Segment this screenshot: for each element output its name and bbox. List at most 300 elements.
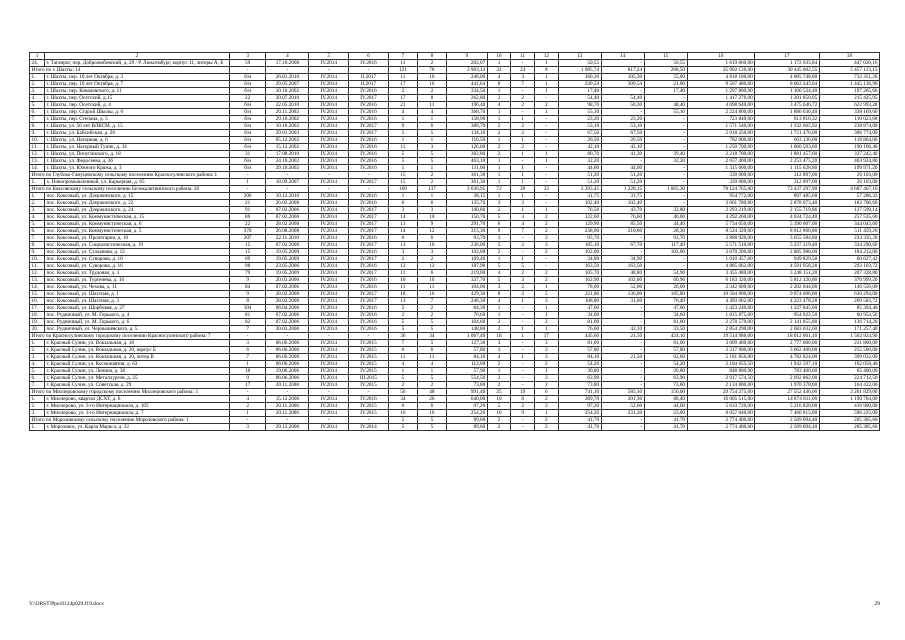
table-cell: -: [349, 389, 389, 396]
table-cell: 18 012 061,10: [755, 333, 819, 340]
table-cell: 54,20: [558, 361, 601, 368]
table-cell: -: [601, 417, 644, 424]
table-cell: -: [534, 200, 558, 207]
table-cell: 4: [487, 102, 511, 109]
table-cell: -: [644, 144, 687, 151]
table-cell: 19.06.2006: [266, 368, 309, 375]
table-cell: -: [601, 382, 644, 389]
table-cell: 20.: [30, 326, 45, 333]
table-cell: 306 774,00: [819, 130, 879, 137]
table-cell: 23,20: [601, 116, 644, 123]
table-cell: 5: [417, 319, 446, 326]
table-cell: -: [266, 333, 309, 340]
table-cell: 1: [511, 116, 535, 123]
table-cell: 1: [534, 81, 558, 88]
table-cell: 2: [417, 60, 446, 67]
table-cell: 2 278 570,00: [687, 319, 755, 326]
table-cell: 19.05.2009: [266, 249, 309, 256]
document-sheet: [29, 52, 880, 431]
table-cell: -: [511, 235, 535, 242]
table-cell: г. Красный Сулин, ул. Советская, д. 29: [45, 382, 230, 389]
table-cell: 1 250 700,00: [687, 144, 755, 151]
table-cell: 93,70: [558, 235, 601, 242]
table-cell: 2 134 800,00: [687, 382, 755, 389]
table-cell: IV.2016: [349, 137, 389, 144]
table-cell: 197 265,60: [819, 88, 879, 95]
table-cell: IV.2015: [349, 410, 389, 417]
table-cell: -: [309, 417, 349, 424]
table-cell: 1 067,40: [446, 333, 487, 340]
table-row: [30, 221, 880, 228]
table-cell: IV.2016: [349, 151, 389, 158]
table-cell: -: [309, 389, 349, 396]
table-cell: 51,20: [601, 179, 644, 186]
table-cell: 13.: [30, 158, 45, 165]
table-cell: 2: [487, 326, 511, 333]
table-cell: IV.2017: [349, 221, 389, 228]
table-cell: 2: [388, 88, 417, 95]
table-cell: 156,00: [644, 389, 687, 396]
table-cell: 210,60: [601, 228, 644, 235]
table-cell: 06.06.2006: [266, 375, 309, 382]
table-cell: 14.: [30, 284, 45, 291]
table-cell: 1: [534, 284, 558, 291]
table-cell: 3: [511, 74, 535, 81]
table-cell: 3: [388, 249, 417, 256]
table-cell: 3: [511, 291, 535, 298]
table-cell: 135,70: [446, 200, 487, 207]
table-cell: 1 060 593,60: [755, 144, 819, 151]
table-cell: -: [534, 179, 558, 186]
table-row: [30, 403, 880, 410]
table-cell: 2: [487, 151, 511, 158]
table-cell: 46,00: [644, 214, 687, 221]
table-cell: 416 900,00: [819, 403, 879, 410]
table-cell: 5: [417, 340, 446, 347]
table-cell: 4: [487, 298, 511, 305]
table-cell: IV.2015: [349, 347, 389, 354]
table-cell: 19.05.2009: [266, 256, 309, 263]
table-cell: 98: [229, 263, 266, 270]
table-cell: -: [644, 172, 687, 179]
table-cell: 104,60: [446, 319, 487, 326]
table-cell: 81,00: [558, 319, 601, 326]
table-cell: -: [534, 95, 558, 102]
table-cell: 26: [417, 396, 446, 403]
table-cell: 10.10.2002: [266, 123, 309, 130]
table-cell: 26,00: [644, 284, 687, 291]
table-cell: 34,60: [644, 312, 687, 319]
table-cell: 5: [417, 151, 446, 158]
table-row: [30, 312, 880, 319]
table-cell: 15: [388, 179, 417, 186]
table-cell: 4: [487, 74, 511, 81]
table-cell: 5: [487, 242, 511, 249]
table-cell: -: [229, 186, 266, 193]
table-cell: 8.: [30, 123, 45, 130]
table-cell: 35 902 126,00: [687, 67, 755, 74]
table-cell: 231 800,00: [819, 340, 879, 347]
table-cell: 12: [417, 263, 446, 270]
table-cell: 370 999,20: [819, 277, 879, 284]
table-cell: 2: [487, 319, 511, 326]
table-cell: 9: [229, 375, 266, 382]
table-cell: 47,60: [644, 305, 687, 312]
table-cell: 1 297 800,00: [687, 88, 755, 95]
table-cell: 1 423 240,00: [687, 305, 755, 312]
table-cell: 24.: [30, 60, 45, 67]
table-cell: -: [349, 67, 389, 74]
table-cell: 991,40: [446, 389, 487, 396]
subtotal-row: [30, 333, 880, 340]
table-cell: 4 034 724,40: [755, 214, 819, 221]
table-cell: 15: [229, 242, 266, 249]
table-cell: 2 342 600,00: [687, 284, 755, 291]
table-cell: г. Шахты, пер. Осетский, д.15: [45, 95, 230, 102]
table-cell: IV.2017: [349, 242, 389, 249]
table-cell: -: [511, 158, 535, 165]
table-cell: 11.: [30, 263, 45, 270]
table-cell: 5 633 720,00: [687, 403, 755, 410]
table-cell: 9: [229, 277, 266, 284]
table-cell: 10: [417, 277, 446, 284]
table-cell: 06.06.2006: [266, 354, 309, 361]
table-cell: пос. Коксовый, ул. Социалистическая, д. 19: [45, 242, 230, 249]
table-cell: -: [601, 424, 644, 431]
table-cell: IV.2016: [349, 249, 389, 256]
table-cell: IV.2014: [309, 249, 349, 256]
column-number: 17: [755, 53, 819, 60]
table-cell: 20.11.2002: [266, 109, 309, 116]
table-cell: 4: [388, 361, 417, 368]
table-cell: IV.2014: [309, 312, 349, 319]
table-cell: IV.2014: [309, 123, 349, 130]
table-cell: 28,30: [644, 228, 687, 235]
table-cell: 5 216 820,00: [755, 403, 819, 410]
table-cell: 5: [388, 424, 417, 431]
table-cell: 441,64: [446, 81, 487, 88]
table-cell: 4: [417, 109, 446, 116]
table-cell: IV.2014: [309, 326, 349, 333]
table-cell: 31,60: [601, 298, 644, 305]
table-cell: 5 181 856,00: [687, 354, 755, 361]
table-cell: 78: [417, 67, 446, 74]
table-cell: -: [644, 193, 687, 200]
table-cell: 370: [229, 228, 266, 235]
table-cell: 2 155 719,86: [755, 207, 819, 214]
table-cell: 12.: [30, 270, 45, 277]
table-cell: 25: [487, 389, 511, 396]
table-cell: -: [266, 186, 309, 193]
table-cell: 2.: [30, 347, 45, 354]
table-cell: 207: [229, 235, 266, 242]
table-cell: 1: [511, 151, 535, 158]
table-cell: 4: [229, 396, 266, 403]
table-cell: IV.2016: [349, 102, 389, 109]
table-cell: 5: [388, 151, 417, 158]
table-cell: 2: [388, 312, 417, 319]
column-number: 11: [511, 53, 535, 60]
table-cell: IV.2017: [349, 298, 389, 305]
table-body: [30, 53, 880, 431]
table-cell: 3: [534, 242, 558, 249]
table-cell: 20.07.2010: [266, 95, 309, 102]
table-cell: -: [601, 375, 644, 382]
table-cell: 162,90: [558, 277, 601, 284]
table-cell: б/н: [229, 158, 266, 165]
table-cell: 783 400,00: [755, 368, 819, 375]
table-cell: 76,50: [558, 207, 601, 214]
table-cell: 1 417 276,00: [687, 95, 755, 102]
table-cell: 1: [534, 74, 558, 81]
column-number: 4: [266, 53, 309, 60]
table-cell: 403 924,80: [819, 158, 879, 165]
table-cell: 15.12.2002: [266, 144, 309, 151]
table-cell: г. Миллерово, ул. 3-го Интернационала, д. 105: [45, 403, 230, 410]
table-cell: 330,54: [558, 81, 601, 88]
table-cell: 4 591 958,28: [755, 263, 819, 270]
column-number: 15: [644, 53, 687, 60]
table-cell: 6: [417, 235, 446, 242]
table-cell: -: [349, 186, 389, 193]
table-cell: 31: [229, 151, 266, 158]
table-cell: г. Таганрог, пер. Добролюбовский, д. 29 / Р. Люксембург, корпус 11, литеры А, Б: [45, 60, 230, 67]
table-cell: 5: [388, 158, 417, 165]
table-row: [30, 193, 880, 200]
table-cell: б/н: [229, 102, 266, 109]
table-cell: 5: [417, 375, 446, 382]
table-cell: 89,60: [446, 417, 487, 424]
table-cell: 2 692 862,00: [755, 375, 819, 382]
table-row: [30, 200, 880, 207]
table-cell: 102,00: [601, 277, 644, 284]
table-cell: 55,10: [558, 109, 601, 116]
table-cell: 2: [417, 312, 446, 319]
table-cell: IV.2014: [309, 109, 349, 116]
table-cell: 3: [487, 284, 511, 291]
table-cell: IV.2015: [349, 368, 389, 375]
table-cell: 18: [229, 368, 266, 375]
table-cell: 1: [534, 88, 558, 95]
table-cell: 11: [388, 60, 417, 67]
table-cell: 6: [417, 347, 446, 354]
table-cell: 1: [534, 60, 558, 67]
table-cell: 2 253 475,20: [755, 158, 819, 165]
table-cell: 97,20: [558, 403, 601, 410]
table-cell: 30 445 002,55: [755, 67, 819, 74]
table-cell: 2: [487, 130, 511, 137]
table-cell: 102,00: [644, 249, 687, 256]
table-cell: 2: [534, 319, 558, 326]
table-cell: -: [229, 67, 266, 74]
column-number: 9: [446, 53, 487, 60]
table-cell: 93,70: [446, 235, 487, 242]
table-cell: 3: [534, 347, 558, 354]
table-cell: 169: [388, 186, 417, 193]
table-cell: IV.2014: [309, 340, 349, 347]
table-cell: 3: [534, 340, 558, 347]
table-cell: IV.2014: [309, 193, 349, 200]
table-cell: 4 292 260,00: [687, 214, 755, 221]
table-cell: 47,60: [558, 305, 601, 312]
table-cell: 3 903,14: [446, 67, 487, 74]
table-cell: 21,00: [644, 81, 687, 88]
table-cell: 246,00: [446, 74, 487, 81]
table-cell: 15: [388, 172, 417, 179]
table-cell: IV.2014: [309, 221, 349, 228]
table-cell: 17.: [30, 305, 45, 312]
table-cell: 26.08.2008: [266, 228, 309, 235]
table-cell: 5: [388, 326, 417, 333]
table-cell: -: [601, 88, 644, 95]
table-cell: 2: [417, 305, 446, 312]
table-cell: IV.2016: [349, 60, 389, 67]
column-number: 3: [229, 53, 266, 60]
table-cell: 38,15: [446, 193, 487, 200]
table-cell: 630 294,00: [819, 291, 879, 298]
table-cell: 84,10: [558, 354, 601, 361]
table-cell: 1: [229, 410, 266, 417]
table-cell: 1 010 457,00: [687, 256, 755, 263]
table-cell: 246,30: [446, 298, 487, 305]
table-cell: -: [644, 165, 687, 172]
table-cell: 4.: [30, 214, 45, 221]
table-cell: 18.: [30, 312, 45, 319]
column-number: 2: [45, 53, 230, 60]
table-cell: г. Морозовск, ул. Карла Маркса, д. 32: [45, 424, 230, 431]
table-cell: 344 043,00: [819, 221, 879, 228]
table-cell: 2: [388, 382, 417, 389]
table-cell: -: [644, 123, 687, 130]
subtotal-row: [30, 389, 880, 396]
table-cell: 31,75: [558, 193, 601, 200]
table-cell: IV.2015: [349, 403, 389, 410]
table-cell: 1: [417, 165, 446, 172]
table-cell: 48: [417, 389, 446, 396]
table-row: [30, 228, 880, 235]
table-cell: 22: [229, 95, 266, 102]
table-cell: 1: [534, 368, 558, 375]
table-cell: 3: [487, 375, 511, 382]
table-cell: 13.: [30, 277, 45, 284]
table-cell: 2 878 073,40: [755, 200, 819, 207]
table-cell: 6: [417, 403, 446, 410]
table-cell: 8: [487, 81, 511, 88]
table-cell: 163,50: [601, 263, 644, 270]
table-cell: 50,55: [558, 60, 601, 67]
table-cell: 26.01.2010: [266, 74, 309, 81]
table-cell: 334 290,60: [819, 242, 879, 249]
table-cell: 2: [534, 221, 558, 228]
table-cell: -: [511, 347, 535, 354]
table-cell: IV.2017: [349, 179, 389, 186]
table-cell: IV.2016: [349, 305, 389, 312]
table-cell: 9 507 480,00: [687, 81, 755, 88]
table-cell: 76,60: [558, 326, 601, 333]
subtotal-row: [30, 172, 880, 179]
table-cell: 3.: [30, 207, 45, 214]
table-cell: 5: [388, 319, 417, 326]
table-cell: 315,30: [446, 228, 487, 235]
table-cell: 28.02.2008: [266, 298, 309, 305]
table-cell: 50,30: [601, 102, 644, 109]
table-cell: 5: [487, 403, 511, 410]
table-cell: 81: [229, 312, 266, 319]
table-cell: 1: [511, 354, 535, 361]
table-cell: -: [309, 186, 349, 193]
table-cell: 27 552 446,00: [755, 389, 819, 396]
table-cell: 97,20: [446, 403, 487, 410]
table-cell: IV.2017: [349, 270, 389, 277]
table-cell: 8: [534, 67, 558, 74]
table-cell: -: [511, 368, 535, 375]
table-cell: 291,70: [446, 221, 487, 228]
table-cell: 339 000,00: [687, 172, 755, 179]
table-cell: 1: [511, 137, 535, 144]
table-cell: пос. Коксовый, ул. Стаханова, д. 12: [45, 249, 230, 256]
table-cell: 18: [487, 333, 511, 340]
table-cell: 73,80: [558, 382, 601, 389]
table-cell: 44,60: [644, 403, 687, 410]
table-cell: 233 335,20: [819, 235, 879, 242]
table-cell: 2 218 700,00: [687, 151, 755, 158]
table-cell: б/н: [229, 144, 266, 151]
table-cell: 293 103,72: [819, 263, 879, 270]
table-cell: 4: [487, 270, 511, 277]
table-cell: 29.05.2007: [266, 81, 309, 88]
table-cell: 8.: [30, 242, 45, 249]
table-cell: 1: [511, 333, 535, 340]
table-cell: -: [511, 249, 535, 256]
table-cell: пос. Коксовый, ул. Коммунистическая, д. 15: [45, 214, 230, 221]
table-cell: IV.2014: [309, 165, 349, 172]
table-cell: IV.2015: [349, 382, 389, 389]
table-cell: 5: [388, 375, 417, 382]
table-cell: 1: [534, 305, 558, 312]
table-cell: 43,10: [601, 326, 644, 333]
table-cell: 162 058,40: [819, 361, 879, 368]
table-cell: 817,24: [601, 67, 644, 74]
table-row: [30, 291, 880, 298]
table-cell: 3 070 200,00: [687, 249, 755, 256]
table-cell: 7: [388, 340, 417, 347]
table-cell: 2: [487, 123, 511, 130]
table-cell: 1 332 665,92: [755, 123, 819, 130]
table-cell: 85,50: [601, 221, 644, 228]
table-cell: 16: [417, 291, 446, 298]
table-cell: 338 169,60: [819, 109, 879, 116]
table-cell: 121: [388, 67, 417, 74]
table-cell: 102,00: [446, 249, 487, 256]
table-cell: 15.: [30, 291, 45, 298]
table-cell: 9: [417, 221, 446, 228]
table-cell: 1: [487, 256, 511, 263]
table-cell: 1 065,30: [644, 186, 687, 193]
table-cell: 1 015 875,00: [687, 312, 755, 319]
table-cell: -: [601, 312, 644, 319]
table-cell: 613 816,32: [755, 116, 819, 123]
table-cell: IV.2014: [309, 137, 349, 144]
table-cell: 389,70: [558, 396, 601, 403]
table-cell: 4.: [30, 95, 45, 102]
table-cell: 8 062 343,04: [755, 81, 819, 88]
table-cell: -: [511, 424, 535, 431]
table-cell: 63,90: [644, 375, 687, 382]
table-cell: пос. Коксовый, ул. Дзержинского, д. 24: [45, 207, 230, 214]
table-cell: 321,80: [558, 291, 601, 298]
table-cell: 215 425,95: [819, 95, 879, 102]
table-cell: 13: [388, 298, 417, 305]
